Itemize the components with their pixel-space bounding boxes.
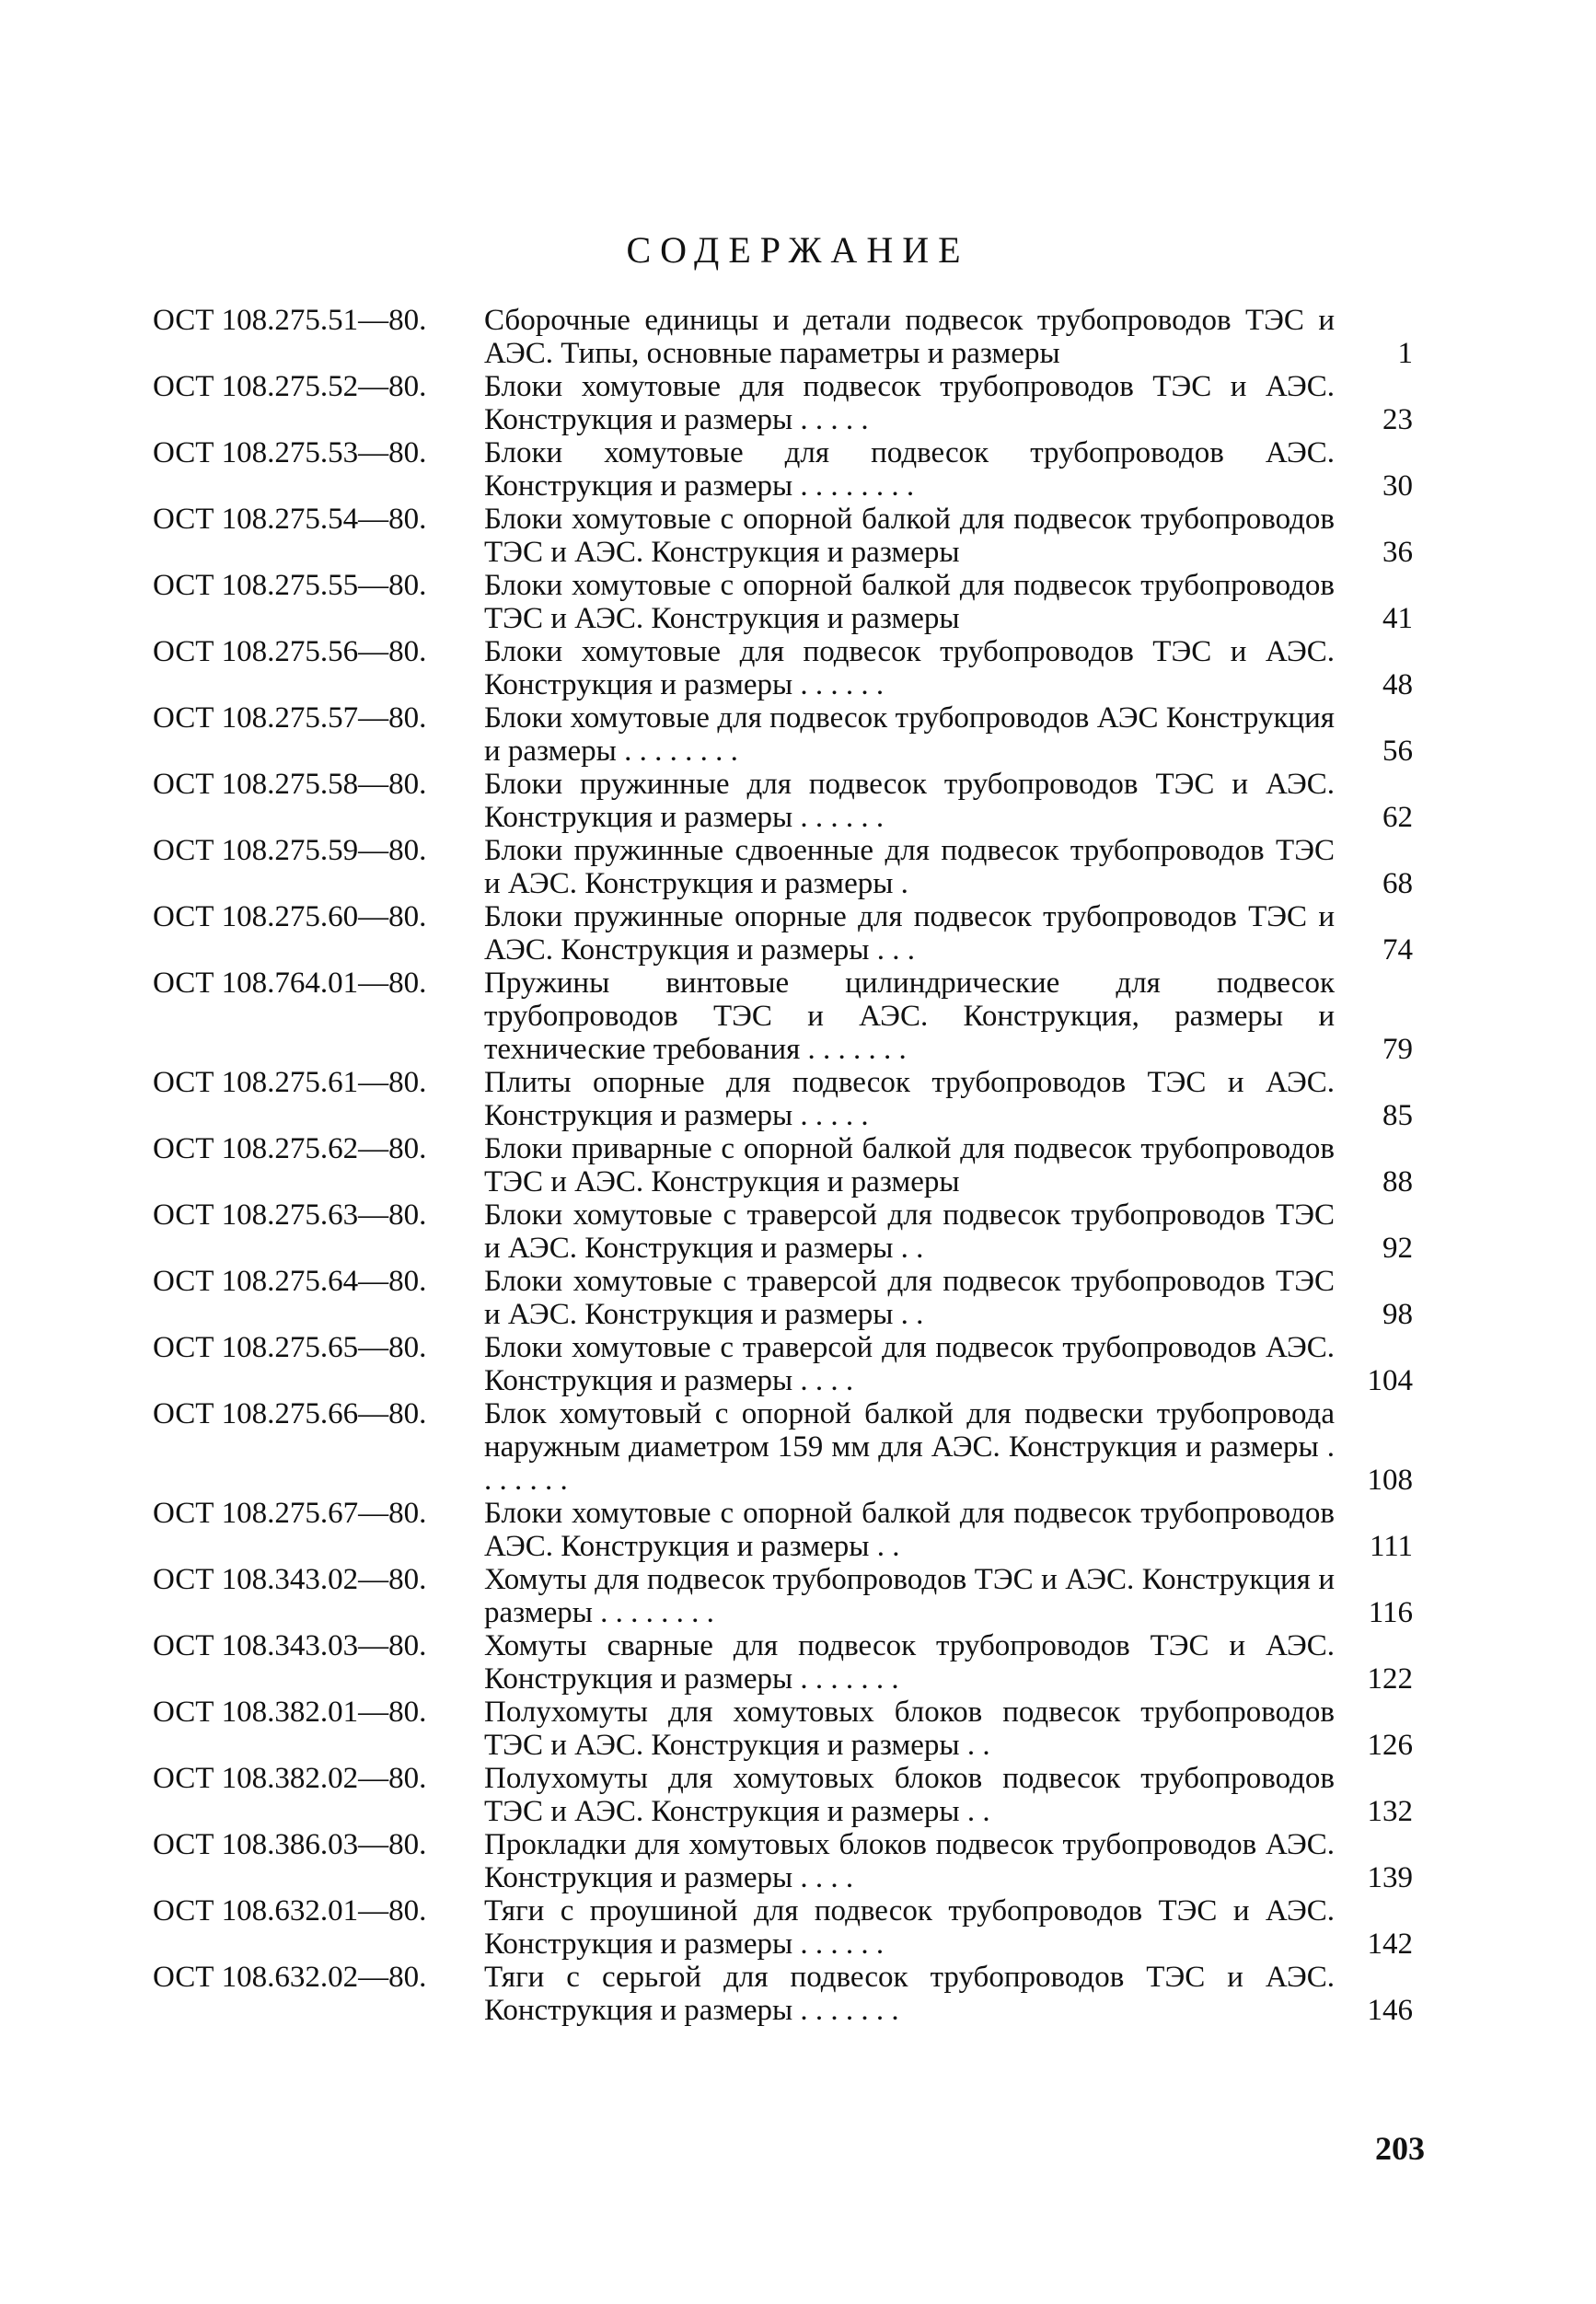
page-title: СОДЕРЖАНИЕ bbox=[626, 229, 970, 271]
toc-entry-page: 56 bbox=[1382, 735, 1413, 768]
toc-entry-title: Блоки пружинные сдвоенные для подвесок трубопроводов ТЭС и АЭС. Конструкция и размеры . bbox=[484, 834, 1335, 900]
toc-entry-title: Блоки пружинные для подвесок трубопроводов ТЭС и АЭС. Конструкция и размеры . . . . . . bbox=[484, 768, 1335, 834]
toc-entry-code: ОСТ 108.632.02—80. bbox=[153, 1961, 427, 1994]
toc-entry-page: 92 bbox=[1382, 1232, 1413, 1265]
toc-entry-code: ОСТ 108.382.02—80. bbox=[153, 1762, 427, 1795]
toc-entry-code: ОСТ 108.764.01—80. bbox=[153, 967, 427, 1000]
toc-entry-title: Блоки пружинные опорные для подвесок трубопроводов ТЭС и АЭС. Конструкция и размеры . . . bbox=[484, 900, 1335, 967]
toc-entry-page: 23 bbox=[1382, 403, 1413, 436]
toc-entry-code: ОСТ 108.275.53—80. bbox=[153, 436, 427, 469]
toc-entry-code: ОСТ 108.275.59—80. bbox=[153, 834, 427, 867]
toc-entry-page: 116 bbox=[1368, 1596, 1413, 1629]
toc-entry-code: ОСТ 108.275.56—80. bbox=[153, 635, 427, 668]
toc-entry-page: 48 bbox=[1382, 668, 1413, 701]
toc-entry-code: ОСТ 108.386.03—80. bbox=[153, 1828, 427, 1861]
toc-entry-title: Блоки хомутовые для подвесок трубопроводов ТЭС и АЭС. Конструкция и размеры . . . . . bbox=[484, 370, 1335, 436]
toc-entry-code: ОСТ 108.275.66—80. bbox=[153, 1397, 427, 1430]
toc-entry-page: 122 bbox=[1367, 1662, 1413, 1696]
toc-entry-code: ОСТ 108.275.61—80. bbox=[153, 1066, 427, 1099]
toc-entry-title: Блок хомутовый с опорной балкой для подвески трубопровода наружным диаметром 159 мм для АЭС. Конструкция и размеры . . . . . . . bbox=[484, 1397, 1335, 1497]
toc-entry-code: ОСТ 108.275.60—80. bbox=[153, 900, 427, 933]
toc-entry-title: Пружины винтовые цилиндрические для подвесок трубопроводов ТЭС и АЭС. Конструкция, размеры и технические требования . . . . . . . bbox=[484, 967, 1335, 1066]
toc-entry-title: Блоки хомутовые с траверсой для подвесок трубопроводов АЭС. Конструкция и размеры . . . . bbox=[484, 1331, 1335, 1397]
toc-entry-code: ОСТ 108.632.01—80. bbox=[153, 1894, 427, 1928]
toc-entry-code: ОСТ 108.275.67—80. bbox=[153, 1497, 427, 1530]
toc-entry-title: Полухомуты для хомутовых блоков подвесок трубопроводов ТЭС и АЭС. Конструкция и размеры . . bbox=[484, 1762, 1335, 1828]
toc-entry-page: 68 bbox=[1382, 867, 1413, 900]
toc-entry-title: Тяги с проушиной для подвесок трубопроводов ТЭС и АЭС. Конструкция и размеры . . . . . . bbox=[484, 1894, 1335, 1961]
toc-entry-code: ОСТ 108.275.51—80. bbox=[153, 304, 427, 337]
toc-entry-code: ОСТ 108.275.52—80. bbox=[153, 370, 427, 403]
toc-entry-title: Хомуты для подвесок трубопроводов ТЭС и АЭС. Конструкция и размеры . . . . . . . . bbox=[484, 1563, 1335, 1629]
toc-entry-page: 74 bbox=[1382, 933, 1413, 967]
toc-entry-code: ОСТ 108.343.03—80. bbox=[153, 1629, 427, 1662]
toc-entry-page: 62 bbox=[1382, 801, 1413, 834]
toc-entry-code: ОСТ 108.382.01—80. bbox=[153, 1696, 427, 1729]
toc-entry-title: Прокладки для хомутовых блоков подвесок трубопроводов АЭС. Конструкция и размеры . . . . bbox=[484, 1828, 1335, 1894]
toc-entry-page: 41 bbox=[1382, 602, 1413, 635]
toc-entry-title: Блоки хомутовые с опорной балкой для подвесок трубопроводов АЭС. Конструкция и размеры . . bbox=[484, 1497, 1335, 1563]
toc-entry-page: 111 bbox=[1369, 1530, 1413, 1563]
toc-entry-title: Блоки хомутовые для подвесок трубопроводов ТЭС и АЭС. Конструкция и размеры . . . . . . bbox=[484, 635, 1335, 701]
toc-entry-title: Блоки хомутовые с опорной балкой для подвесок трубопроводов ТЭС и АЭС. Конструкция и размеры bbox=[484, 503, 1335, 569]
toc-entry-code: ОСТ 108.275.58—80. bbox=[153, 768, 427, 801]
toc-entry-page: 88 bbox=[1382, 1165, 1413, 1198]
toc-entry-title: Полухомуты для хомутовых блоков подвесок трубопроводов ТЭС и АЭС. Конструкция и размеры . . bbox=[484, 1696, 1335, 1762]
toc-entry-title: Хомуты сварные для подвесок трубопроводов ТЭС и АЭС. Конструкция и размеры . . . . . . . bbox=[484, 1629, 1335, 1696]
toc-entry-code: ОСТ 108.275.55—80. bbox=[153, 569, 427, 602]
toc-entry-page: 139 bbox=[1367, 1861, 1413, 1894]
toc-entry-page: 142 bbox=[1367, 1928, 1413, 1961]
toc-entry-code: ОСТ 108.275.54—80. bbox=[153, 503, 427, 536]
toc-entry-page: 126 bbox=[1367, 1729, 1413, 1762]
toc-entry-title: Блоки хомутовые для подвесок трубопроводов АЭС Конструкция и размеры . . . . . . . . bbox=[484, 701, 1335, 768]
toc-entry-page: 98 bbox=[1382, 1298, 1413, 1331]
toc-entry-code: ОСТ 108.275.64—80. bbox=[153, 1265, 427, 1298]
toc-entry-page: 104 bbox=[1367, 1364, 1413, 1397]
toc-entry-code: ОСТ 108.275.62—80. bbox=[153, 1132, 427, 1165]
toc-entry-code: ОСТ 108.275.57—80. bbox=[153, 701, 427, 735]
toc-entry-title: Блоки хомутовые с опорной балкой для подвесок трубопроводов ТЭС и АЭС. Конструкция и размеры bbox=[484, 569, 1335, 635]
toc-entry-title: Блоки хомутовые с траверсой для подвесок трубопроводов ТЭС и АЭС. Конструкция и размеры . . bbox=[484, 1265, 1335, 1331]
toc-entry-title: Сборочные единицы и детали подвесок трубопроводов ТЭС и АЭС. Типы, основные параметры и размеры bbox=[484, 304, 1335, 370]
toc-entry-page: 146 bbox=[1367, 1994, 1413, 2027]
page-number: 203 bbox=[1375, 2130, 1425, 2167]
toc-entry-page: 132 bbox=[1367, 1795, 1413, 1828]
toc-entry-page: 108 bbox=[1367, 1464, 1413, 1497]
toc-entry-code: ОСТ 108.275.65—80. bbox=[153, 1331, 427, 1364]
toc-entry-page: 36 bbox=[1382, 536, 1413, 569]
toc-entry-code: ОСТ 108.343.02—80. bbox=[153, 1563, 427, 1596]
toc-entry-title: Блоки приварные с опорной балкой для подвесок трубопроводов ТЭС и АЭС. Конструкция и размеры bbox=[484, 1132, 1335, 1198]
toc-entry-title: Тяги с серьгой для подвесок трубопроводов ТЭС и АЭС. Конструкция и размеры . . . . . . . bbox=[484, 1961, 1335, 2027]
toc-entry-page: 1 bbox=[1397, 337, 1413, 370]
toc-entry-title: Блоки хомутовые для подвесок трубопроводов АЭС. Конструкция и размеры . . . . . . . . bbox=[484, 436, 1335, 503]
toc-entry-code: ОСТ 108.275.63—80. bbox=[153, 1198, 427, 1232]
toc-entry-page: 85 bbox=[1382, 1099, 1413, 1132]
toc-entry-title: Плиты опорные для подвесок трубопроводов ТЭС и АЭС. Конструкция и размеры . . . . . bbox=[484, 1066, 1335, 1132]
toc-entry-title: Блоки хомутовые с траверсой для подвесок трубопроводов ТЭС и АЭС. Конструкция и размеры . . bbox=[484, 1198, 1335, 1265]
toc-entry-page: 30 bbox=[1382, 469, 1413, 503]
toc-entry-page: 79 bbox=[1382, 1033, 1413, 1066]
